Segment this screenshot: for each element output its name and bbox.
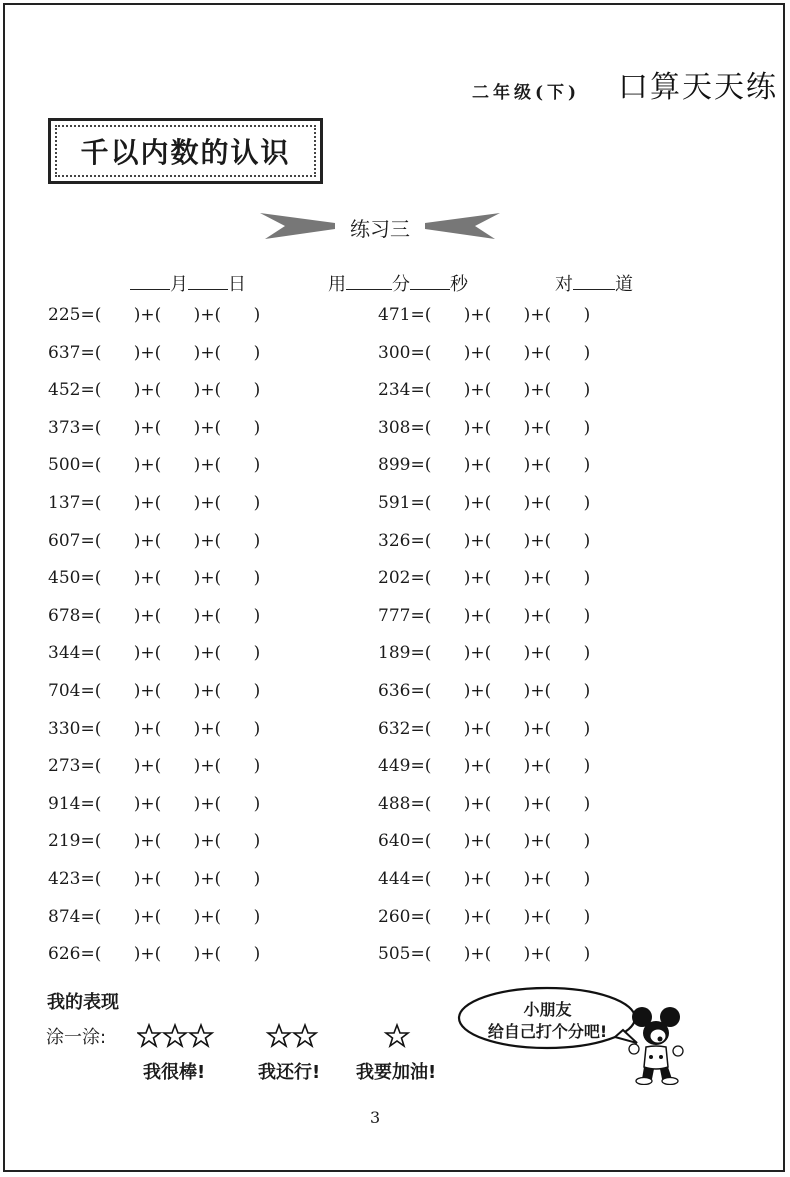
problem-right-7[interactable] — [378, 531, 590, 551]
section-title: 千以内数的认识 — [80, 136, 291, 169]
page-number: 3 — [370, 1108, 381, 1127]
rating-ok: 我还行! — [258, 1062, 321, 1083]
problem-right-13[interactable] — [378, 756, 590, 776]
problem-blanks[interactable]: =( )+( )+( ) — [410, 305, 591, 325]
problem-blanks[interactable]: =( )+( )+( ) — [410, 605, 591, 626]
exercise-title-banner — [255, 205, 505, 245]
problem-blanks[interactable]: =( )+( )+( ) — [410, 831, 591, 852]
problem-number: 488 — [378, 793, 411, 814]
problem-left-13[interactable] — [48, 756, 260, 776]
problem-number: 591 — [378, 493, 411, 513]
rating-try-harder: 我要加油! — [356, 1062, 437, 1083]
problem-blanks[interactable]: =( )+( )+( ) — [80, 906, 261, 927]
problem-right-16[interactable] — [378, 869, 590, 889]
month-label: 月 — [170, 274, 188, 295]
problem-number: 449 — [378, 756, 411, 777]
problem-left-11[interactable] — [48, 681, 260, 701]
star-icon[interactable] — [164, 1025, 186, 1046]
problem-blanks[interactable]: =( )+( )+( ) — [410, 380, 591, 401]
problem-number: 273 — [48, 756, 81, 777]
problem-blanks[interactable]: =( )+( )+( ) — [410, 493, 591, 513]
problem-blanks[interactable]: =( )+( )+( ) — [410, 869, 591, 889]
day-label: 日 — [228, 274, 246, 295]
problem-left-17[interactable] — [48, 907, 260, 927]
problem-right-8[interactable] — [378, 568, 590, 588]
problem-blanks[interactable]: =( )+( )+( ) — [80, 530, 261, 551]
problem-left-6[interactable] — [48, 493, 260, 513]
problem-blanks[interactable]: =( )+( )+( ) — [80, 944, 261, 965]
problem-right-2[interactable] — [378, 343, 590, 363]
problem-blanks[interactable]: =( )+( )+( ) — [80, 380, 261, 401]
problem-right-9[interactable] — [378, 606, 590, 626]
problem-blanks[interactable]: =( )+( )+( ) — [80, 643, 261, 664]
seconds-label: 秒 — [450, 274, 468, 295]
problem-number: 914 — [48, 793, 81, 814]
problem-blanks[interactable]: =( )+( )+( ) — [80, 756, 261, 777]
problem-right-1[interactable] — [378, 305, 590, 325]
star-icon[interactable] — [294, 1025, 316, 1046]
performance-title: 我的表现 — [47, 992, 119, 1013]
score-line — [555, 270, 633, 296]
problem-number: 678 — [48, 605, 81, 626]
problem-number: 260 — [378, 906, 411, 927]
problem-blanks[interactable]: =( )+( )+( ) — [80, 342, 261, 363]
problem-right-18[interactable] — [378, 944, 590, 964]
problem-blanks[interactable]: =( )+( )+( ) — [80, 718, 261, 739]
problem-left-16[interactable] — [48, 869, 260, 889]
problem-left-7[interactable] — [48, 531, 260, 551]
problem-left-14[interactable] — [48, 794, 260, 814]
problem-blanks[interactable]: =( )+( )+( ) — [80, 568, 261, 589]
problem-number: 344 — [48, 643, 81, 664]
problem-blanks[interactable]: =( )+( )+( ) — [410, 756, 591, 777]
day-blank[interactable] — [188, 289, 228, 290]
bubble-line-2: 给自己打个分吧! — [487, 1022, 608, 1041]
rating-stars — [137, 1020, 417, 1052]
problem-left-4[interactable] — [48, 418, 260, 438]
problem-blanks[interactable]: =( )+( )+( ) — [80, 605, 261, 626]
problem-number: 450 — [48, 568, 81, 589]
problem-right-6[interactable] — [378, 493, 590, 513]
problem-number: 202 — [378, 568, 411, 589]
problem-blanks[interactable]: =( )+( )+( ) — [410, 568, 591, 589]
problem-blanks[interactable]: =( )+( )+( ) — [80, 455, 261, 476]
problem-left-3[interactable] — [48, 380, 260, 400]
bubble-line-1: 小朋友 — [523, 1000, 572, 1019]
star-icon[interactable] — [268, 1025, 290, 1046]
problem-number: 137 — [48, 493, 81, 513]
problem-left-12[interactable] — [48, 719, 260, 739]
problem-right-14[interactable] — [378, 794, 590, 814]
problem-number: 326 — [378, 530, 411, 551]
problem-right-3[interactable] — [378, 380, 590, 400]
problem-number: 471 — [378, 305, 411, 325]
problem-blanks[interactable]: =( )+( )+( ) — [80, 305, 261, 325]
correct-blank[interactable] — [573, 289, 615, 290]
used-label: 用 — [328, 274, 346, 295]
problem-number: 444 — [378, 869, 411, 889]
star-icon[interactable] — [386, 1025, 408, 1046]
problem-number: 452 — [48, 380, 81, 401]
problem-number: 777 — [378, 605, 411, 626]
problem-number: 505 — [378, 944, 411, 965]
problem-number: 219 — [48, 831, 81, 852]
problem-number: 308 — [378, 417, 411, 438]
problem-right-10[interactable] — [378, 643, 590, 663]
star-icon[interactable] — [190, 1025, 212, 1046]
problem-right-4[interactable] — [378, 418, 590, 438]
paint-label: 涂一涂: — [46, 1027, 107, 1048]
problem-blanks[interactable]: =( )+( )+( ) — [80, 831, 261, 852]
problem-number: 632 — [378, 718, 411, 739]
problem-blanks[interactable]: =( )+( )+( ) — [80, 417, 261, 438]
problem-right-17[interactable] — [378, 907, 590, 927]
problem-right-12[interactable] — [378, 719, 590, 739]
problem-blanks[interactable]: =( )+( )+( ) — [410, 455, 591, 476]
problem-blanks[interactable]: =( )+( )+( ) — [410, 718, 591, 739]
problem-number: 640 — [378, 831, 411, 852]
problem-right-5[interactable] — [378, 455, 590, 475]
date-line — [130, 270, 246, 296]
problem-number: 373 — [48, 417, 81, 438]
section-title-box — [48, 118, 323, 184]
problem-blanks[interactable]: =( )+( )+( ) — [410, 417, 591, 438]
minutes-label: 分 — [392, 274, 410, 295]
problem-blanks[interactable]: =( )+( )+( ) — [410, 643, 591, 664]
speech-bubble — [455, 985, 640, 1055]
star-icon[interactable] — [138, 1025, 160, 1046]
problem-right-11[interactable] — [378, 681, 590, 701]
problem-left-18[interactable] — [48, 944, 260, 964]
header-brand: 口算天天练 — [618, 70, 778, 105]
problem-left-9[interactable] — [48, 606, 260, 626]
mouse-mascot-icon — [620, 1005, 690, 1085]
header-grade: 二年级(下) — [472, 83, 581, 103]
problem-number: 874 — [48, 906, 81, 927]
problem-blanks[interactable]: =( )+( )+( ) — [410, 793, 591, 814]
problem-left-1[interactable] — [48, 305, 260, 325]
month-blank[interactable] — [130, 289, 170, 290]
problem-number: 607 — [48, 530, 81, 551]
problem-left-5[interactable] — [48, 455, 260, 475]
problem-number: 636 — [378, 681, 411, 701]
problem-left-8[interactable] — [48, 568, 260, 588]
problem-left-10[interactable] — [48, 643, 260, 663]
problem-number: 189 — [378, 643, 411, 664]
correct-label: 对 — [555, 274, 573, 295]
problem-blanks[interactable]: =( )+( )+( ) — [80, 869, 261, 889]
rating-great: 我很棒! — [143, 1062, 206, 1083]
problem-blanks[interactable]: =( )+( )+( ) — [80, 493, 261, 513]
problem-number: 704 — [48, 681, 81, 701]
problem-number: 300 — [378, 342, 411, 363]
problem-number: 626 — [48, 944, 81, 965]
problem-blanks[interactable]: =( )+( )+( ) — [410, 906, 591, 927]
problem-number: 423 — [48, 869, 81, 889]
problem-blanks[interactable]: =( )+( )+( ) — [80, 681, 261, 701]
problem-left-15[interactable] — [48, 831, 260, 851]
problem-number: 234 — [378, 380, 411, 401]
problem-blanks[interactable]: =( )+( )+( ) — [410, 342, 591, 363]
minutes-blank[interactable] — [346, 289, 392, 290]
problem-blanks[interactable]: =( )+( )+( ) — [410, 681, 591, 701]
problem-number: 899 — [378, 455, 411, 476]
problem-blanks[interactable]: =( )+( )+( ) — [410, 530, 591, 551]
questions-label: 道 — [615, 274, 633, 295]
problem-number: 330 — [48, 718, 81, 739]
problem-blanks[interactable]: =( )+( )+( ) — [410, 944, 591, 965]
seconds-blank[interactable] — [410, 289, 450, 290]
problem-right-15[interactable] — [378, 831, 590, 851]
problem-left-2[interactable] — [48, 343, 260, 363]
time-line — [328, 270, 468, 296]
problem-number: 225 — [48, 305, 81, 325]
problem-number: 637 — [48, 342, 81, 363]
exercise-title: 练习三 — [350, 217, 410, 241]
problem-blanks[interactable]: =( )+( )+( ) — [80, 793, 261, 814]
problem-number: 500 — [48, 455, 81, 476]
